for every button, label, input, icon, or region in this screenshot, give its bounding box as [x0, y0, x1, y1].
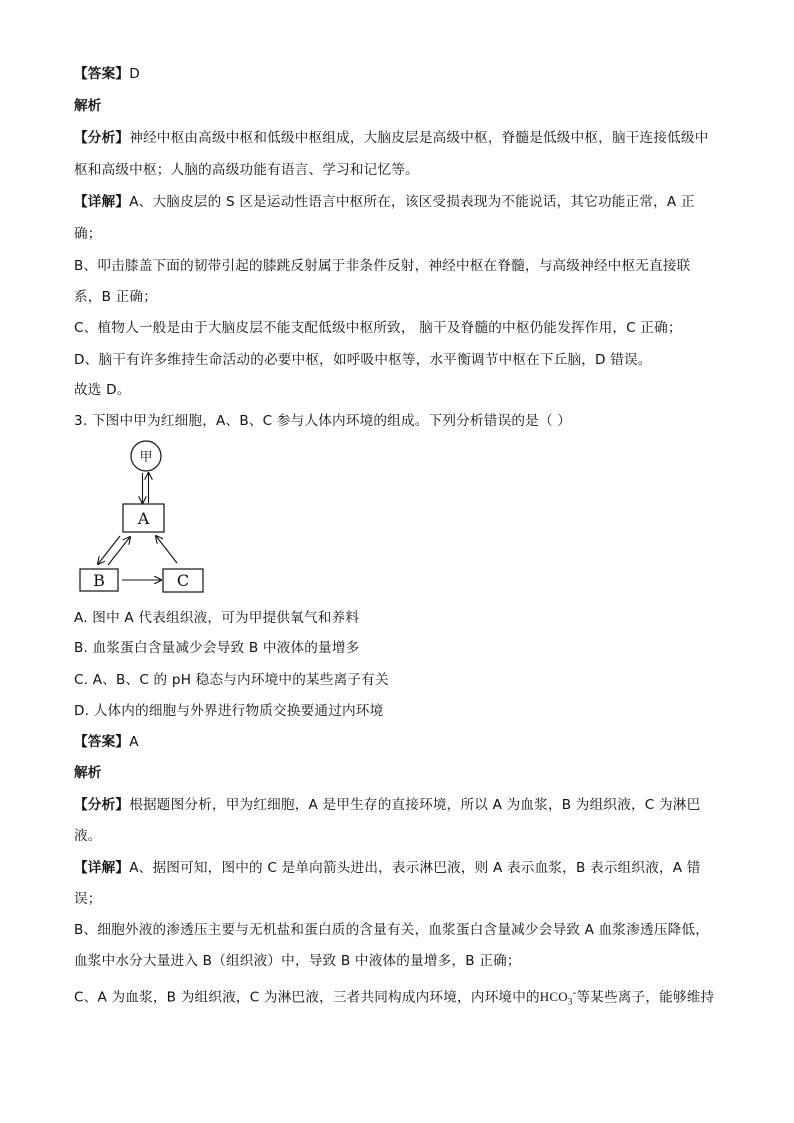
option-a: A. 图中 A 代表组织液，可为甲提供氧气和养料	[74, 610, 360, 626]
option-c: C. A、B、C 的 pH 稳态与内环境中的某些离子有关	[74, 672, 389, 688]
node-jia	[131, 441, 161, 471]
xiangjie-line-2c	[74, 983, 724, 1012]
option-b: B. 血浆蛋白含量减少会导致 B 中液体的量增多	[74, 640, 360, 656]
node-a-label: A	[137, 509, 150, 528]
fenxi-line-1b: 枢和高级中枢；人脑的高级功能有语言、学习和记忆等。	[74, 162, 419, 178]
answer-tag: 【答案】	[74, 734, 130, 750]
choose-line-1: 故选 D。	[74, 382, 131, 398]
xiangjie-text: A、大脑皮层的 S 区是运动性语言中枢所在，该区受损表现为不能说话，其它功能正常，A 正	[129, 194, 695, 210]
fenxi-text: 根据题图分析，甲为红细胞，A 是甲生存的直接环境，所以 A 为血浆，B 为组织液，C 为淋巴	[129, 797, 701, 813]
xiangjie-line-1a2: 确；	[74, 226, 102, 242]
answer-tag: 【答案】	[74, 66, 130, 82]
xiangjie-line-1d: D、脑干有许多维持生命活动的必要中枢，如呼吸中枢等，水平衡调节中枢在下丘脑，D 错误。	[74, 352, 652, 368]
xiangjie-text: C、A 为血浆，B 为组织液，C 为淋巴液，三者共同构成内环境，内环境中的	[74, 989, 540, 1006]
answer-line-2	[74, 732, 724, 752]
arrow-b-to-a	[108, 537, 130, 565]
fenxi-text: 神经中枢由高级中枢和低级中枢组成，大脑皮层是高级中枢，脊髓是低级中枢，脑干连接低级中	[129, 130, 709, 146]
ion-subscript: 3	[567, 996, 573, 1007]
fenxi-line-2b: 液。	[74, 828, 102, 844]
diagram-svg	[76, 436, 206, 596]
node-b-label: B	[93, 571, 105, 590]
xiangjie-line-2a2: 误；	[74, 891, 102, 907]
answer-value: D	[129, 66, 140, 82]
arrow-a-to-b	[98, 536, 120, 564]
node-c-label: C	[176, 571, 190, 590]
node-c	[163, 569, 203, 592]
analysis-title-2: 解析	[74, 765, 102, 781]
arrow-c-to-a	[156, 536, 177, 563]
ion-charge: -	[572, 987, 577, 999]
xiangjie-line-1b: B、叩击膝盖下面的韧带引起的膝跳反射属于非条件反射，神经中枢在脊髓，与高级神经中枢无直接联	[74, 258, 691, 274]
xiangjie-line-1a	[74, 192, 724, 212]
xiangjie-text-tail: 等某些离子，能够维持	[576, 989, 715, 1006]
fenxi-line-1a	[74, 128, 724, 148]
node-a	[123, 504, 164, 532]
body-fluid-diagram	[76, 436, 206, 596]
fenxi-line-2a	[74, 795, 724, 815]
xiangjie-line-1b2: 系，B 正确；	[74, 289, 158, 305]
answer-value: A	[129, 734, 139, 750]
option-d: D. 人体内的细胞与外界进行物质交换要通过内环境	[74, 703, 384, 719]
xiangjie-line-2b: B、细胞外液的渗透压主要与无机盐和蛋白质的含量有关，血浆蛋白含量减少会导致 A 血浆渗透压降低，	[74, 922, 709, 938]
ion-formula: HCO	[539, 989, 568, 1005]
fenxi-tag: 【分析】	[74, 797, 130, 813]
xiangjie-line-2a	[74, 858, 724, 878]
xiangjie-line-1c: C、植物人一般是由于大脑皮层不能支配低级中枢所致， 脑干及脊髓的中枢仍能发挥作用，C 正确；	[74, 320, 682, 336]
xiangjie-tag: 【详解】	[74, 860, 130, 876]
bicarbonate-ion	[539, 987, 577, 1007]
answer-line-1	[74, 64, 724, 84]
analysis-title-1: 解析	[74, 98, 102, 114]
node-b	[80, 569, 118, 591]
xiangjie-tag: 【详解】	[74, 194, 130, 210]
question-3-stem: 3. 下图中甲为红细胞，A、B、C 参与人体内环境的组成。下列分析错误的是（ ）	[74, 413, 572, 429]
node-jia-label: 甲	[139, 450, 153, 465]
xiangjie-text: A、据图可知，图中的 C 是单向箭头进出，表示淋巴液，则 A 表示血浆，B 表示组织液，A 错	[129, 860, 701, 876]
fenxi-tag: 【分析】	[74, 130, 130, 146]
xiangjie-line-2b2: 血浆中水分大量进入 B（组织液）中，导致 B 中液体的量增多，B 正确；	[74, 953, 521, 969]
